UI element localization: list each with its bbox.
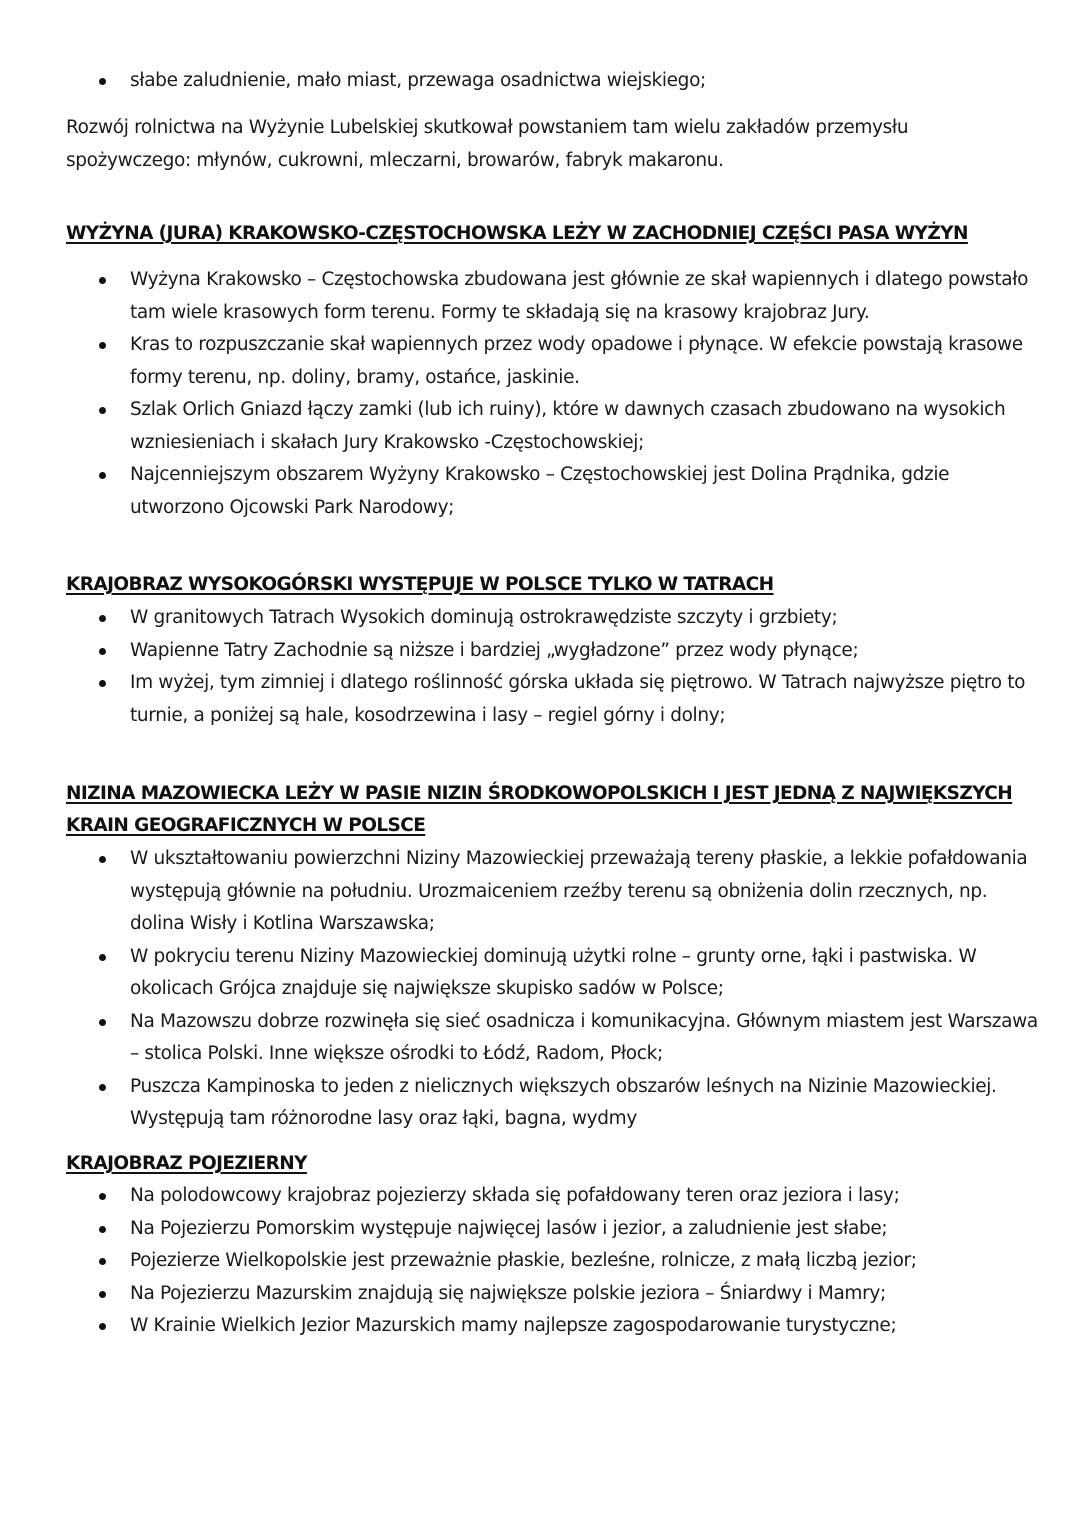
list-item: W ukształtowaniu powierzchni Niziny Mazowieckiej przeważają tereny płaskie, a lekkie pofałdowania występują głównie na południu. Urozmaiceniem rzeźby terenu są obniżenia dolin rzecznych, np. dolina Wisły i Kotlina Warszawska; bbox=[0, 843, 1080, 941]
intro-paragraph: Rozwój rolnictwa na Wyżynie Lubelskiej skutkował powstaniem tam wielu zakładów przemysłu spożywczego: młynów, cukrowni, mleczarni, browarów, fabryk makaronu. bbox=[66, 117, 909, 171]
list-item: Na polodowcowy krajobraz pojezierzy składa się pofałdowany teren oraz jeziora i lasy; bbox=[0, 1180, 1080, 1213]
list-item: Najcenniejszym obszarem Wyżyny Krakowsko – Częstochowskiej jest Dolina Prądnika, gdzie utworzono Ojcowski Park Narodowy; bbox=[0, 459, 1080, 524]
list-item: Kras to rozpuszczanie skał wapiennych przez wody opadowe i płynące. W efekcie powstają krasowe formy terenu, np. doliny, bramy, ostańce, jaskinie. bbox=[0, 329, 1080, 394]
list-item: W pokryciu terenu Niziny Mazowieckiej dominują użytki rolne – grunty orne, łąki i pastwiska. W okolicach Grójca znajduje się największe skupisko sadów w Polsce; bbox=[0, 941, 1080, 1006]
list-item: Szlak Orlich Gniazd łączy zamki (lub ich ruiny), które w dawnych czasach zbudowano na wysokich wzniesieniach i skałach Jury Krakowsko -Częstochowskiej; bbox=[0, 394, 1080, 459]
list-item: Na Pojezierzu Pomorskim występuje najwięcej lasów i jezior, a zaludnienie jest słabe; bbox=[0, 1213, 1080, 1246]
section-list-pojezierza bbox=[0, 1180, 1080, 1343]
list-item: W granitowych Tatrach Wysokich dominują ostrokrawędziste szczyty i grzbiety; bbox=[0, 602, 1080, 635]
section-list-mazowsze bbox=[0, 843, 1080, 1136]
section-heading-tatry: KRAJOBRAZ WYSOKOGÓRSKI WYSTĘPUJE W POLSCE TYLKO W TATRACH bbox=[66, 574, 774, 595]
section-heading-pojezierza: KRAJOBRAZ POJEZIERNY bbox=[66, 1153, 307, 1174]
list-item: Wyżyna Krakowsko – Częstochowska zbudowana jest głównie ze skał wapiennych i dlatego powstało tam wiele krasowych form terenu. Formy te składają się na krasowy krajobraz Jury. bbox=[0, 264, 1080, 329]
section-heading-jura: WYŻYNA (JURA) KRAKOWSKO-CZĘSTOCHOWSKA LEŻY W ZACHODNIEJ CZĘŚCI PASA WYŻYN bbox=[66, 223, 968, 244]
list-item: Im wyżej, tym zimniej i dlatego roślinność górska układa się piętrowo. W Tatrach najwyższe piętro to turnie, a poniżej są hale, kosodrzewina i lasy – regiel górny i dolny; bbox=[0, 667, 1080, 732]
section-heading-mazowsze: NIZINA MAZOWIECKA LEŻY W PASIE NIZIN ŚRODKOWOPOLSKICH I JEST JEDNĄ Z NAJWIĘKSZYCH KRAIN GEOGRAFICZNYCH W POLSCE bbox=[66, 783, 1013, 836]
list-item: Na Pojezierzu Mazurskim znajdują się największe polskie jeziora – Śniardwy i Mamry; bbox=[0, 1278, 1080, 1311]
list-item: Na Mazowszu dobrze rozwinęła się sieć osadnicza i komunikacyjna. Głównym miastem jest Warszawa – stolica Polski. Inne większe ośrodki to Łódź, Radom, Płock; bbox=[0, 1006, 1080, 1071]
section-list-jura bbox=[0, 264, 1080, 524]
section-list-tatry bbox=[0, 602, 1080, 732]
list-item: Puszcza Kampinoska to jeden z nielicznych większych obszarów leśnych na Nizinie Mazowieckiej. Występują tam różnorodne lasy oraz łąki, bagna, wydmy bbox=[0, 1071, 1080, 1136]
intro-list bbox=[0, 65, 1080, 98]
list-item: słabe zaludnienie, mało miast, przewaga osadnictwa wiejskiego; bbox=[0, 65, 1080, 98]
list-item: Wapienne Tatry Zachodnie są niższe i bardziej „wygładzone” przez wody płynące; bbox=[0, 635, 1080, 668]
list-item: Pojezierze Wielkopolskie jest przeważnie płaskie, bezleśne, rolnicze, z małą liczbą jezior; bbox=[0, 1245, 1080, 1278]
list-item: W Krainie Wielkich Jezior Mazurskich mamy najlepsze zagospodarowanie turystyczne; bbox=[0, 1310, 1080, 1343]
